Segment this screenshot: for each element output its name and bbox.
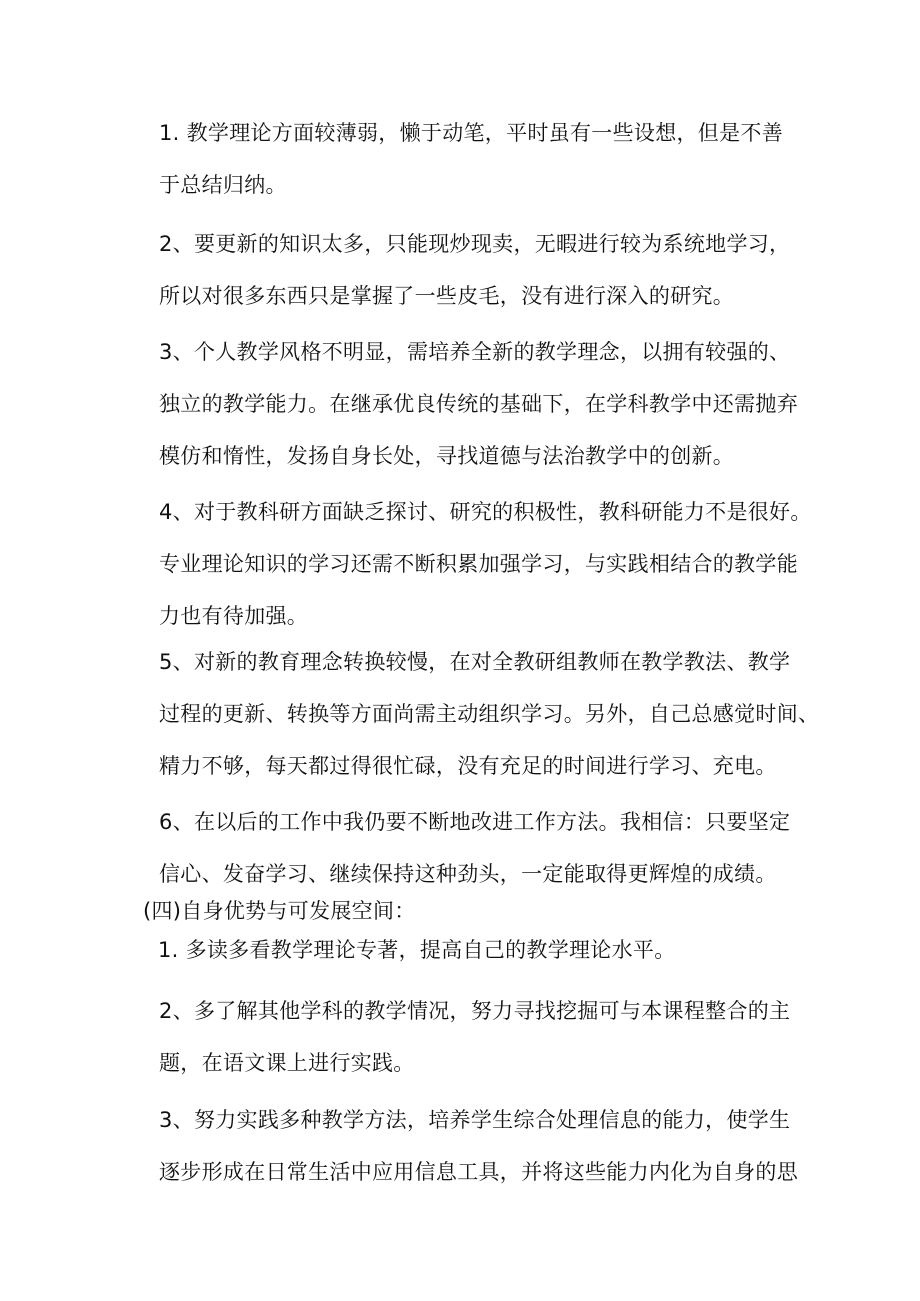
- paragraph-line: 5、对新的教育理念转换较慢，在对全教研组教师在教学教法、教学: [159, 650, 791, 674]
- paragraph-line: 3、努力实践多种教学方法，培养学生综合处理信息的能力，使学生: [159, 1108, 791, 1132]
- paragraph-line: 独立的教学能力。在继承优良传统的基础下，在学科教学中还需抛弃: [159, 392, 798, 416]
- paragraph-line: 4、对于教科研方面缺乏探讨、研究的积极性，教科研能力不是很好。: [159, 500, 812, 524]
- paragraph-line: 1. 多读多看教学理论专著，提高自己的教学理论水平。: [158, 938, 676, 962]
- paragraph-line: 3、个人教学风格不明显，需培养全新的教学理念，以拥有较强的、: [159, 340, 791, 364]
- paragraph-1: [133, 107, 798, 211]
- paragraph-line: 题，在语文课上进行实践。: [159, 1051, 415, 1075]
- paragraph-6: [133, 796, 798, 900]
- paragraph-line: 信心、发奋学习、继续保持这种劲头，一定能取得更辉煌的成绩。: [159, 862, 777, 886]
- paragraph-line: 6、在以后的工作中我仍要不断地改进工作方法。我相信：只要坚定: [159, 810, 791, 834]
- paragraph-line: 模仿和惰性，发扬自身长处，寻找道德与法治教学中的创新。: [159, 444, 735, 468]
- paragraph-line: 2、要更新的知识太多，只能现炒现卖，无暇进行较为系统地学习，: [159, 232, 791, 256]
- paragraph-4: [133, 486, 812, 642]
- paragraph-line: 过程的更新、转换等方面尚需主动组织学习。另外，自己总感觉时间、: [159, 702, 820, 726]
- paragraph-line: 所以对很多东西只是掌握了一些皮毛，没有进行深入的研究。: [159, 284, 735, 308]
- section-heading-text: (四)自身优势与可发展空间：: [143, 899, 416, 923]
- paragraph-2: [133, 218, 798, 322]
- paragraph-line: 力也有待加强。: [159, 604, 309, 628]
- paragraph-3: [133, 326, 798, 482]
- paragraph-line: 于总结归纳。: [159, 173, 287, 197]
- paragraph-line: 专业理论知识的学习还需不断积累加强学习，与实践相结合的教学能: [159, 552, 798, 576]
- paragraph-8: [133, 985, 798, 1089]
- paragraph-5: [133, 636, 820, 792]
- paragraph-line: 2、多了解其他学科的教学情况，努力寻找挖掘可与本课程整合的主: [159, 999, 791, 1023]
- paragraph-line: 精力不够，每天都过得很忙碌，没有充足的时间进行学习、充电。: [159, 754, 777, 778]
- paragraph-line: 逐步形成在日常生活中应用信息工具，并将这些能力内化为自身的思: [159, 1160, 798, 1184]
- paragraph-7: [158, 927, 823, 973]
- paragraph-line: 1. 教学理论方面较薄弱，懒于动笔，平时虽有一些设想，但是不善: [159, 121, 784, 145]
- paragraph-9: [133, 1094, 798, 1198]
